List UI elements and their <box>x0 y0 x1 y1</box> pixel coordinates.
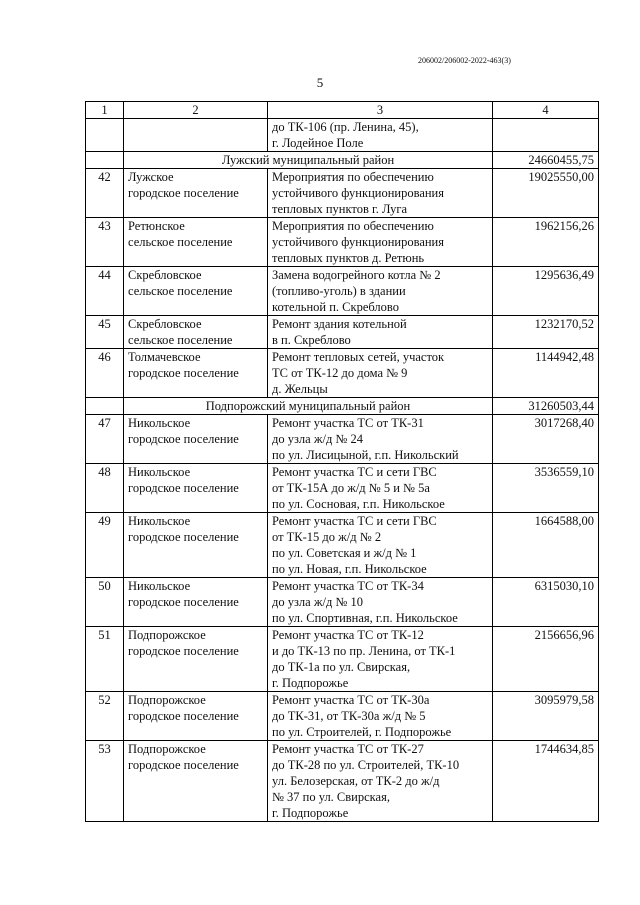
table-row <box>86 692 599 741</box>
region-row <box>86 152 599 169</box>
table-row <box>86 415 599 464</box>
amount-cell: 2156656,96 <box>493 627 599 692</box>
description-cell <box>268 218 493 267</box>
amount-cell: 1962156,26 <box>493 218 599 267</box>
row-number: 43 <box>86 218 124 267</box>
settlement-cell <box>124 349 268 398</box>
row-number: 49 <box>86 513 124 578</box>
amount-cell: 1744634,85 <box>493 741 599 822</box>
description-cell <box>268 578 493 627</box>
settlement-cell <box>124 464 268 513</box>
header-cell: 2 <box>124 102 268 119</box>
description-line: Ремонт здания котельной <box>272 317 407 331</box>
description-line: Мероприятия по обеспечению <box>272 219 434 233</box>
region-row <box>86 398 599 415</box>
description-cell <box>268 627 493 692</box>
table-row <box>86 513 599 578</box>
description-line: до ТК-28 по ул. Строителей, ТК-10 <box>272 758 460 772</box>
description-line: по ул. Строителей, г. Подпорожье <box>272 725 452 739</box>
description-line: Ремонт участка ТС от ТК-12 <box>272 628 424 642</box>
description-line: по ул. Новая, г.п. Никольское <box>272 562 427 576</box>
region-total: 24660455,75 <box>493 152 599 169</box>
amount-cell: 3017268,40 <box>493 415 599 464</box>
table-row <box>86 627 599 692</box>
region-name: Лужский муниципальный район <box>124 152 493 169</box>
table-row <box>86 267 599 316</box>
settlement-line: городское поселение <box>128 530 239 544</box>
amount-cell: 19025550,00 <box>493 169 599 218</box>
description-line: Замена водогрейного котла № 2 <box>272 268 441 282</box>
description-line: Ремонт участка ТС и сети ГВС <box>272 465 437 479</box>
settlement-line: Никольское <box>128 465 191 479</box>
amount-cell: 1295636,49 <box>493 267 599 316</box>
row-number: 48 <box>86 464 124 513</box>
row-number: 53 <box>86 741 124 822</box>
settlement-line: городское поселение <box>128 709 239 723</box>
settlement-line: городское поселение <box>128 432 239 446</box>
description-line: до ТК-31, от ТК-30а ж/д № 5 <box>272 709 426 723</box>
settlement-line: Никольское <box>128 416 191 430</box>
description-cell <box>268 316 493 349</box>
description-cell <box>268 741 493 822</box>
description-line: по ул. Лисицыной, г.п. Никольский <box>272 448 459 462</box>
settlement-cell <box>124 169 268 218</box>
table-row <box>86 464 599 513</box>
settlement-line: городское поселение <box>128 186 239 200</box>
description-cell <box>268 349 493 398</box>
row-number: 44 <box>86 267 124 316</box>
description-line: от ТК-15А до ж/д № 5 и № 5а <box>272 481 430 495</box>
description-line: Ремонт участка ТС от ТК-27 <box>272 742 424 756</box>
description-cell <box>268 513 493 578</box>
header-cell: 4 <box>493 102 599 119</box>
description-line: тепловых пунктов г. Луга <box>272 202 408 216</box>
description-cell <box>268 692 493 741</box>
settlement-line: Ретюнское <box>128 219 185 233</box>
settlement-cell <box>124 692 268 741</box>
description-cell <box>268 267 493 316</box>
table-row <box>86 169 599 218</box>
settlement-line: Лужское <box>128 170 174 184</box>
amount-cell: 3536559,10 <box>493 464 599 513</box>
number-cell <box>86 398 124 415</box>
header-cell: 1 <box>86 102 124 119</box>
settlement-line: сельское поселение <box>128 235 233 249</box>
description-line: до ТК-106 (пр. Ленина, 45), <box>272 120 419 134</box>
description-line: Ремонт участка ТС и сети ГВС <box>272 514 437 528</box>
description-line: устойчивого функционирования <box>272 186 444 200</box>
settlement-line: Подпорожское <box>128 628 206 642</box>
table-row <box>86 741 599 822</box>
description-line: по ул. Сосновая, г.п. Никольское <box>272 497 445 511</box>
amount-cell <box>493 119 599 152</box>
row-number: 51 <box>86 627 124 692</box>
settlement-line: городское поселение <box>128 758 239 772</box>
settlement-cell <box>124 119 268 152</box>
row-number: 42 <box>86 169 124 218</box>
amount-cell: 1664588,00 <box>493 513 599 578</box>
description-cell <box>268 169 493 218</box>
settlement-cell <box>124 316 268 349</box>
description-line: г. Лодейное Поле <box>272 136 364 150</box>
amount-cell: 1144942,48 <box>493 349 599 398</box>
description-line: от ТК-15 до ж/д № 2 <box>272 530 382 544</box>
settlement-line: Подпорожское <box>128 693 206 707</box>
settlement-line: Подпорожское <box>128 742 206 756</box>
description-line: ТС от ТК-12 до дома № 9 <box>272 366 408 380</box>
settlement-cell <box>124 578 268 627</box>
settlement-line: городское поселение <box>128 595 239 609</box>
description-line: Ремонт тепловых сетей, участок <box>272 350 445 364</box>
description-line: г. Подпорожье <box>272 806 349 820</box>
description-line: по ул. Спортивная, г.п. Никольское <box>272 611 458 625</box>
settlement-line: Толмачевское <box>128 350 201 364</box>
description-line: ул. Белозерская, от ТК-2 до ж/д <box>272 774 440 788</box>
settlement-line: Никольское <box>128 579 191 593</box>
description-line: котельной п. Скреблово <box>272 300 399 314</box>
settlement-cell <box>124 415 268 464</box>
description-line: Ремонт участка ТС от ТК-31 <box>272 416 424 430</box>
description-line: в п. Скреблово <box>272 333 351 347</box>
header-row <box>86 102 599 119</box>
number-cell <box>86 119 124 152</box>
settlement-line: городское поселение <box>128 481 239 495</box>
settlement-line: Скребловское <box>128 268 202 282</box>
row-number: 45 <box>86 316 124 349</box>
description-line: до ТК-1а по ул. Свирская, <box>272 660 411 674</box>
description-line: до узла ж/д № 10 <box>272 595 363 609</box>
amount-cell: 6315030,10 <box>493 578 599 627</box>
settlement-line: сельское поселение <box>128 284 233 298</box>
header-cell: 3 <box>268 102 493 119</box>
continuation-row <box>86 119 599 152</box>
description-line: Мероприятия по обеспечению <box>272 170 434 184</box>
amount-cell: 1232170,52 <box>493 316 599 349</box>
settlement-line: Скребловское <box>128 317 202 331</box>
document-reference: 206002/206002-2022-463(3) <box>418 56 511 65</box>
description-line: г. Подпорожье <box>272 676 349 690</box>
description-line: № 37 по ул. Свирская, <box>272 790 390 804</box>
description-line: по ул. Советская и ж/д № 1 <box>272 546 417 560</box>
description-line: до узла ж/д № 24 <box>272 432 363 446</box>
page-number: 5 <box>316 75 324 90</box>
settlement-cell <box>124 267 268 316</box>
row-number: 52 <box>86 692 124 741</box>
description-line: и до ТК-13 по пр. Ленина, от ТК-1 <box>272 644 456 658</box>
description-line: тепловых пунктов д. Ретюнь <box>272 251 425 265</box>
number-cell <box>86 152 124 169</box>
settlement-line: городское поселение <box>128 644 239 658</box>
description-line: Ремонт участка ТС от ТК-34 <box>272 579 424 593</box>
table-row <box>86 218 599 267</box>
amount-cell: 3095979,58 <box>493 692 599 741</box>
settlement-line: городское поселение <box>128 366 239 380</box>
row-number: 47 <box>86 415 124 464</box>
description-cell <box>268 464 493 513</box>
description-line: устойчивого функционирования <box>272 235 444 249</box>
description-line: (топливо-уголь) в здании <box>272 284 406 298</box>
funding-table <box>85 101 599 822</box>
description-line: д. Жельцы <box>272 382 328 396</box>
row-number: 50 <box>86 578 124 627</box>
settlement-cell <box>124 218 268 267</box>
settlement-line: Никольское <box>128 514 191 528</box>
settlement-cell <box>124 513 268 578</box>
description-cell <box>268 415 493 464</box>
table-row <box>86 578 599 627</box>
table-row <box>86 349 599 398</box>
row-number: 46 <box>86 349 124 398</box>
settlement-cell <box>124 741 268 822</box>
table-row <box>86 316 599 349</box>
description-cell <box>268 119 493 152</box>
settlement-cell <box>124 627 268 692</box>
region-total: 31260503,44 <box>493 398 599 415</box>
settlement-line: сельское поселение <box>128 333 233 347</box>
region-name: Подпорожский муниципальный район <box>124 398 493 415</box>
description-line: Ремонт участка ТС от ТК-30а <box>272 693 430 707</box>
